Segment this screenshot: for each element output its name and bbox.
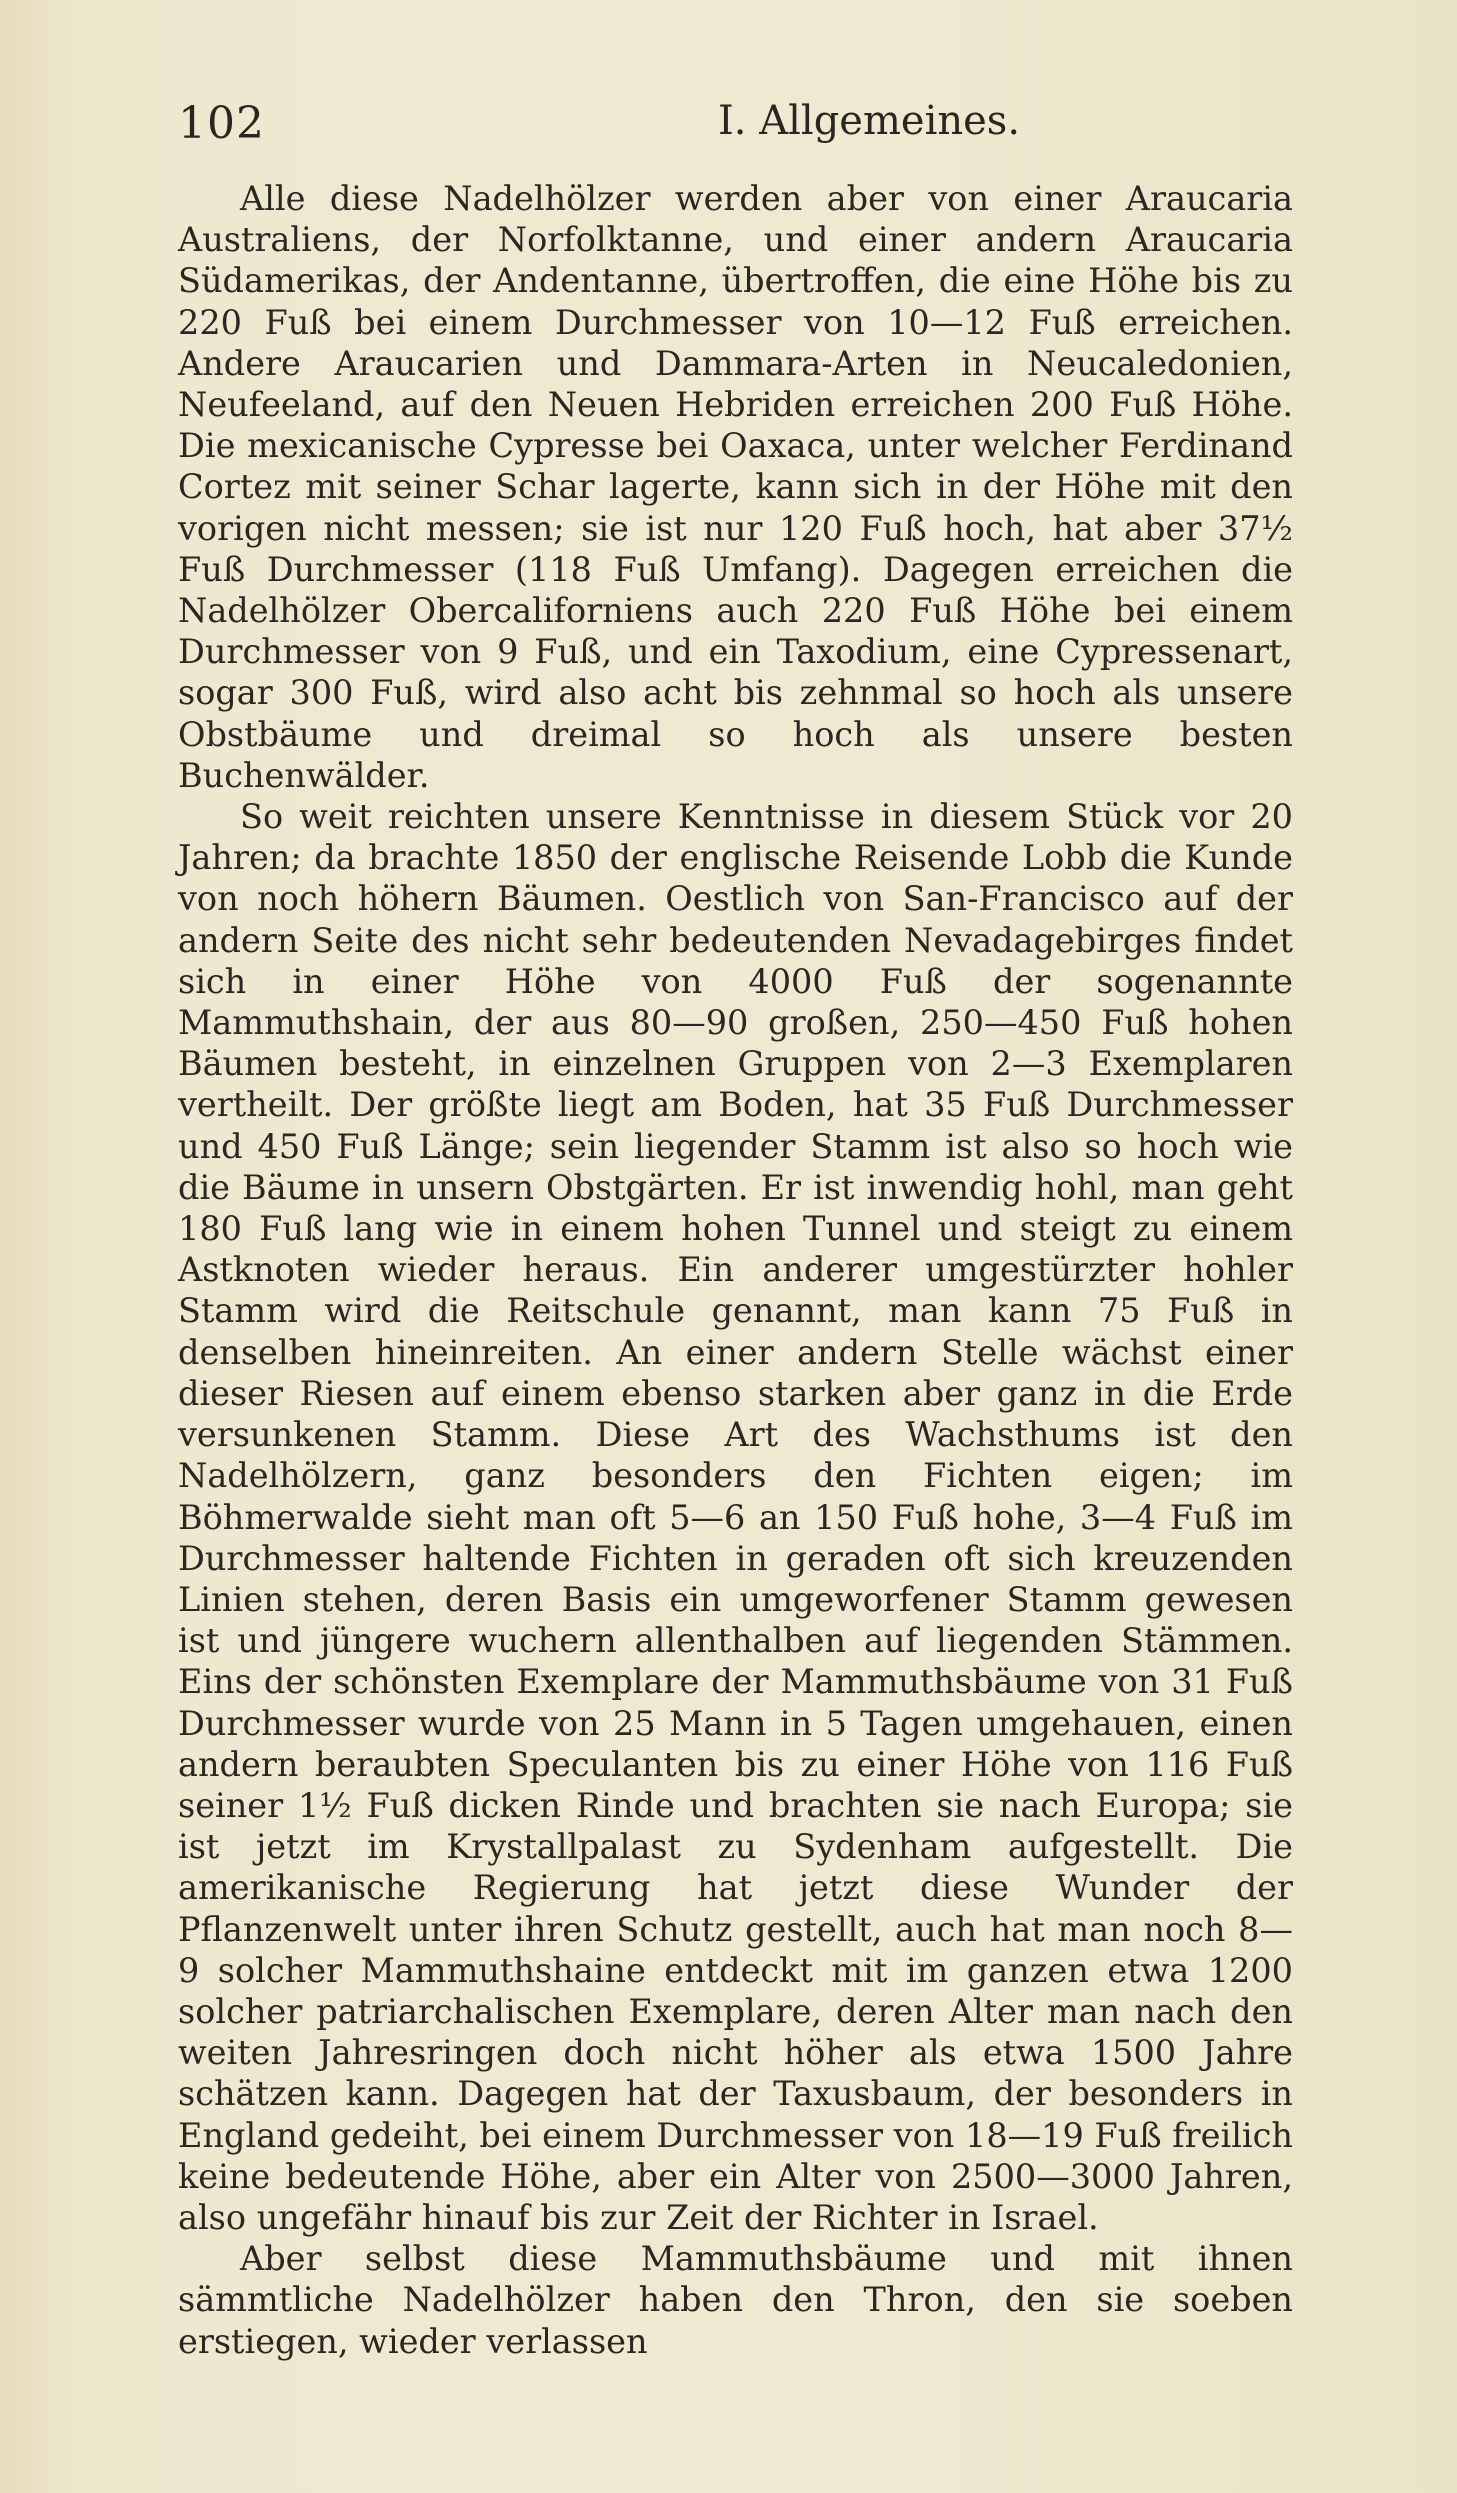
paragraph: Aber selbst diese Mammuthsbäume und mit ihnen sämmtliche Nadelhölzer haben den Thron, den sie soeben erstiegen, wieder verlassen xyxy=(178,2239,1293,2361)
body-text xyxy=(178,178,1293,2362)
paragraph: So weit reichten unsere Kenntnisse in diesem Stück vor 20 Jahren; da brachte 1850 der englische Reisende Lobb die Kunde von noch höhern Bäumen. Oestlich von San-Francisco auf der andern Seite des nicht sehr bedeutenden Nevadagebirges findet sich in einer Höhe von 4000 Fuß der sogenannte Mammuthshain, der aus 80—90 großen, 250—450 Fuß hohen Bäumen besteht, in einzelnen Gruppen von 2—3 Exemplaren vertheilt. Der größte liegt am Boden, hat 35 Fuß Durchmesser und 450 Fuß Länge; sein liegender Stamm ist also so hoch wie die Bäume in unsern Obstgärten. Er ist inwendig hohl, man geht 180 Fuß lang wie in einem hohen Tunnel und steigt zu einem Astknoten wieder heraus. Ein anderer umgestürzter hohler Stamm wird die Reitschule genannt, man kann 75 Fuß in denselben hineinreiten. An einer andern Stelle wächst einer dieser Riesen auf einem ebenso starken aber ganz in die Erde versunkenen Stamm. Diese Art des Wachsthums ist den Nadelhölzern, ganz besonders den Fichten eigen; im Böhmerwalde sieht man oft 5—6 an 150 Fuß hohe, 3—4 Fuß im Durchmesser haltende Fichten in geraden oft sich kreuzenden Linien stehen, deren Basis ein umgeworfener Stamm gewesen ist und jüngere wuchern allenthalben auf liegenden Stämmen. Eins der schönsten Exemplare der Mammuthsbäume von 31 Fuß Durchmesser wurde von 25 Mann in 5 Tagen umgehauen, einen andern beraubten Speculanten bis zu einer Höhe von 116 Fuß seiner 1½ Fuß dicken Rinde und brachten sie nach Europa; sie ist jetzt im Krystallpalast zu Sydenham aufgestellt. Die amerikanische Regierung hat jetzt diese Wunder der Pflanzenwelt unter ihren Schutz gestellt, auch hat man noch 8—9 solcher Mammuthshaine entdeckt mit im ganzen etwa 1200 solcher patriarchalischen Exemplare, deren Alter man nach den weiten Jahresringen doch nicht höher als etwa 1500 Jahre schätzen kann. Dagegen hat der Taxusbaum, der besonders in England gedeiht, bei einem Durchmesser von 18—19 Fuß freilich keine bedeutende Höhe, aber ein Alter von 2500—3000 Jahren, also ungefähr hinauf bis zur Zeit der Richter in Israel. xyxy=(178,797,1293,2237)
paragraph: Alle diese Nadelhölzer werden aber von einer Araucaria Australiens, der Norfolktanne, und einer andern Araucaria Südamerikas, der Andentanne, übertroffen, die eine Höhe bis zu 220 Fuß bei einem Durchmesser von 10—12 Fuß erreichen. Andere Araucarien und Dammara-Arten in Neucaledonien, Neufeeland, auf den Neuen Hebriden erreichen 200 Fuß Höhe. Die mexicanische Cypresse bei Oaxaca, unter welcher Ferdinand Cortez mit seiner Schar lagerte, kann sich in der Höhe mit den vorigen nicht messen; sie ist nur 120 Fuß hoch, hat aber 37½ Fuß Durchmesser (118 Fuß Umfang). Dagegen erreichen die Nadelhölzer Obercaliforniens auch 220 Fuß Höhe bei einem Durchmesser von 9 Fuß, und ein Taxodium, eine Cypressenart, sogar 300 Fuß, wird also acht bis zehnmal so hoch als unsere Obstbäume und dreimal so hoch als unsere besten Buchenwälder. xyxy=(178,179,1293,795)
page-number: 102 xyxy=(178,98,265,149)
running-head: I. Allgemeines. xyxy=(718,98,1021,144)
page-header xyxy=(178,98,1288,158)
